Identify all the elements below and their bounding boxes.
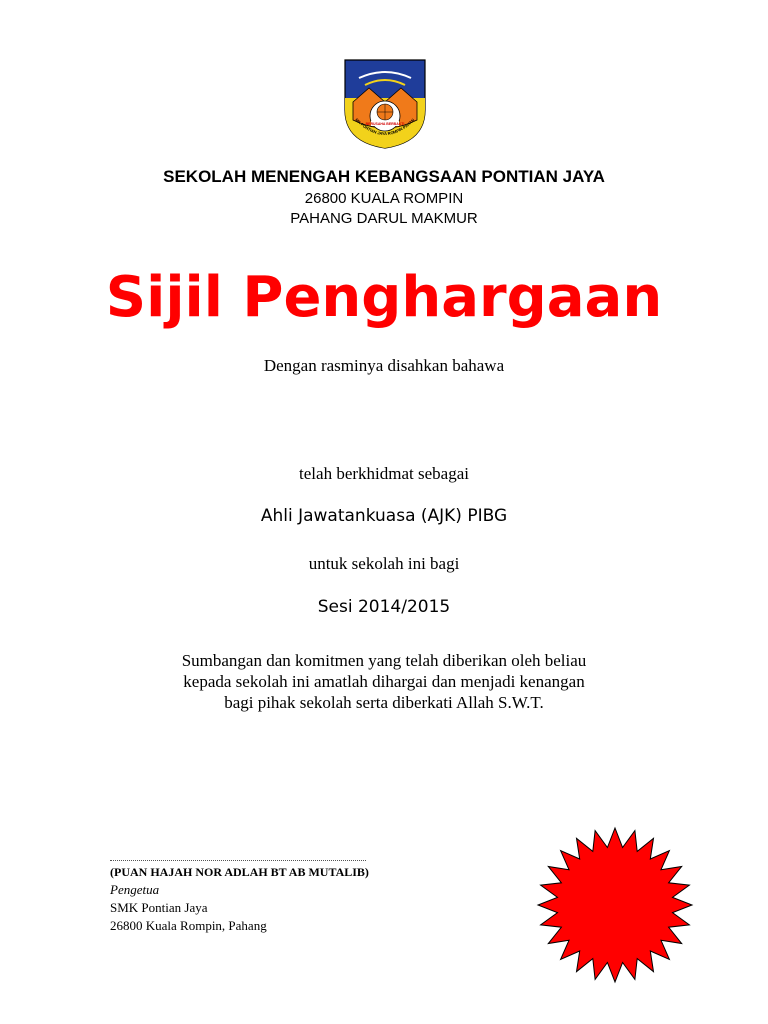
address-line-2: PAHANG DARUL MAKMUR — [290, 210, 478, 227]
school-name: SEKOLAH MENENGAH KEBANGSAAN PONTIAN JAYA — [163, 167, 605, 186]
appreciation-paragraph — [0, 650, 768, 713]
signatory-address: 26800 Kuala Rompin, Pahang — [110, 918, 267, 933]
logo-ring-text: MK PONTIAN JAYA ROMPIN PAHAN — [354, 117, 416, 137]
certify-text: Dengan rasminya disahkan bahawa — [263, 356, 505, 375]
signatory-title: Pengetua — [110, 882, 160, 897]
for-school-text: untuk sekolah ini bagi — [308, 554, 460, 573]
session-text: Sesi 2014/2015 — [317, 597, 451, 617]
signatory-name: (PUAN HAJAH NOR ADLAH BT AB MUTALIB) — [110, 865, 369, 879]
logo-motto: BERUSAHA BERBAKTI — [365, 122, 405, 126]
signature-line — [110, 848, 366, 861]
red-starburst-seal-icon — [536, 826, 694, 984]
signatory-school: SMK Pontian Jaya — [110, 900, 208, 915]
address-line-1: 26800 KUALA ROMPIN — [304, 190, 464, 207]
role-text: Ahli Jawatankuasa (AJK) PIBG — [260, 506, 508, 526]
school-crest-logo — [343, 58, 427, 150]
signature-block — [110, 848, 410, 935]
appreciation-line-2: kepada sekolah ini amatlah dihargai dan menjadi kenangan — [183, 672, 585, 691]
certificate-title: Sijil Penghargaan — [105, 265, 663, 330]
served-text: telah berkhidmat sebagai — [299, 464, 469, 483]
appreciation-line-1: Sumbangan dan komitmen yang telah diberikan oleh beliau — [181, 651, 587, 670]
appreciation-line-3: bagi pihak sekolah serta diberkati Allah S.W.T. — [224, 693, 544, 712]
